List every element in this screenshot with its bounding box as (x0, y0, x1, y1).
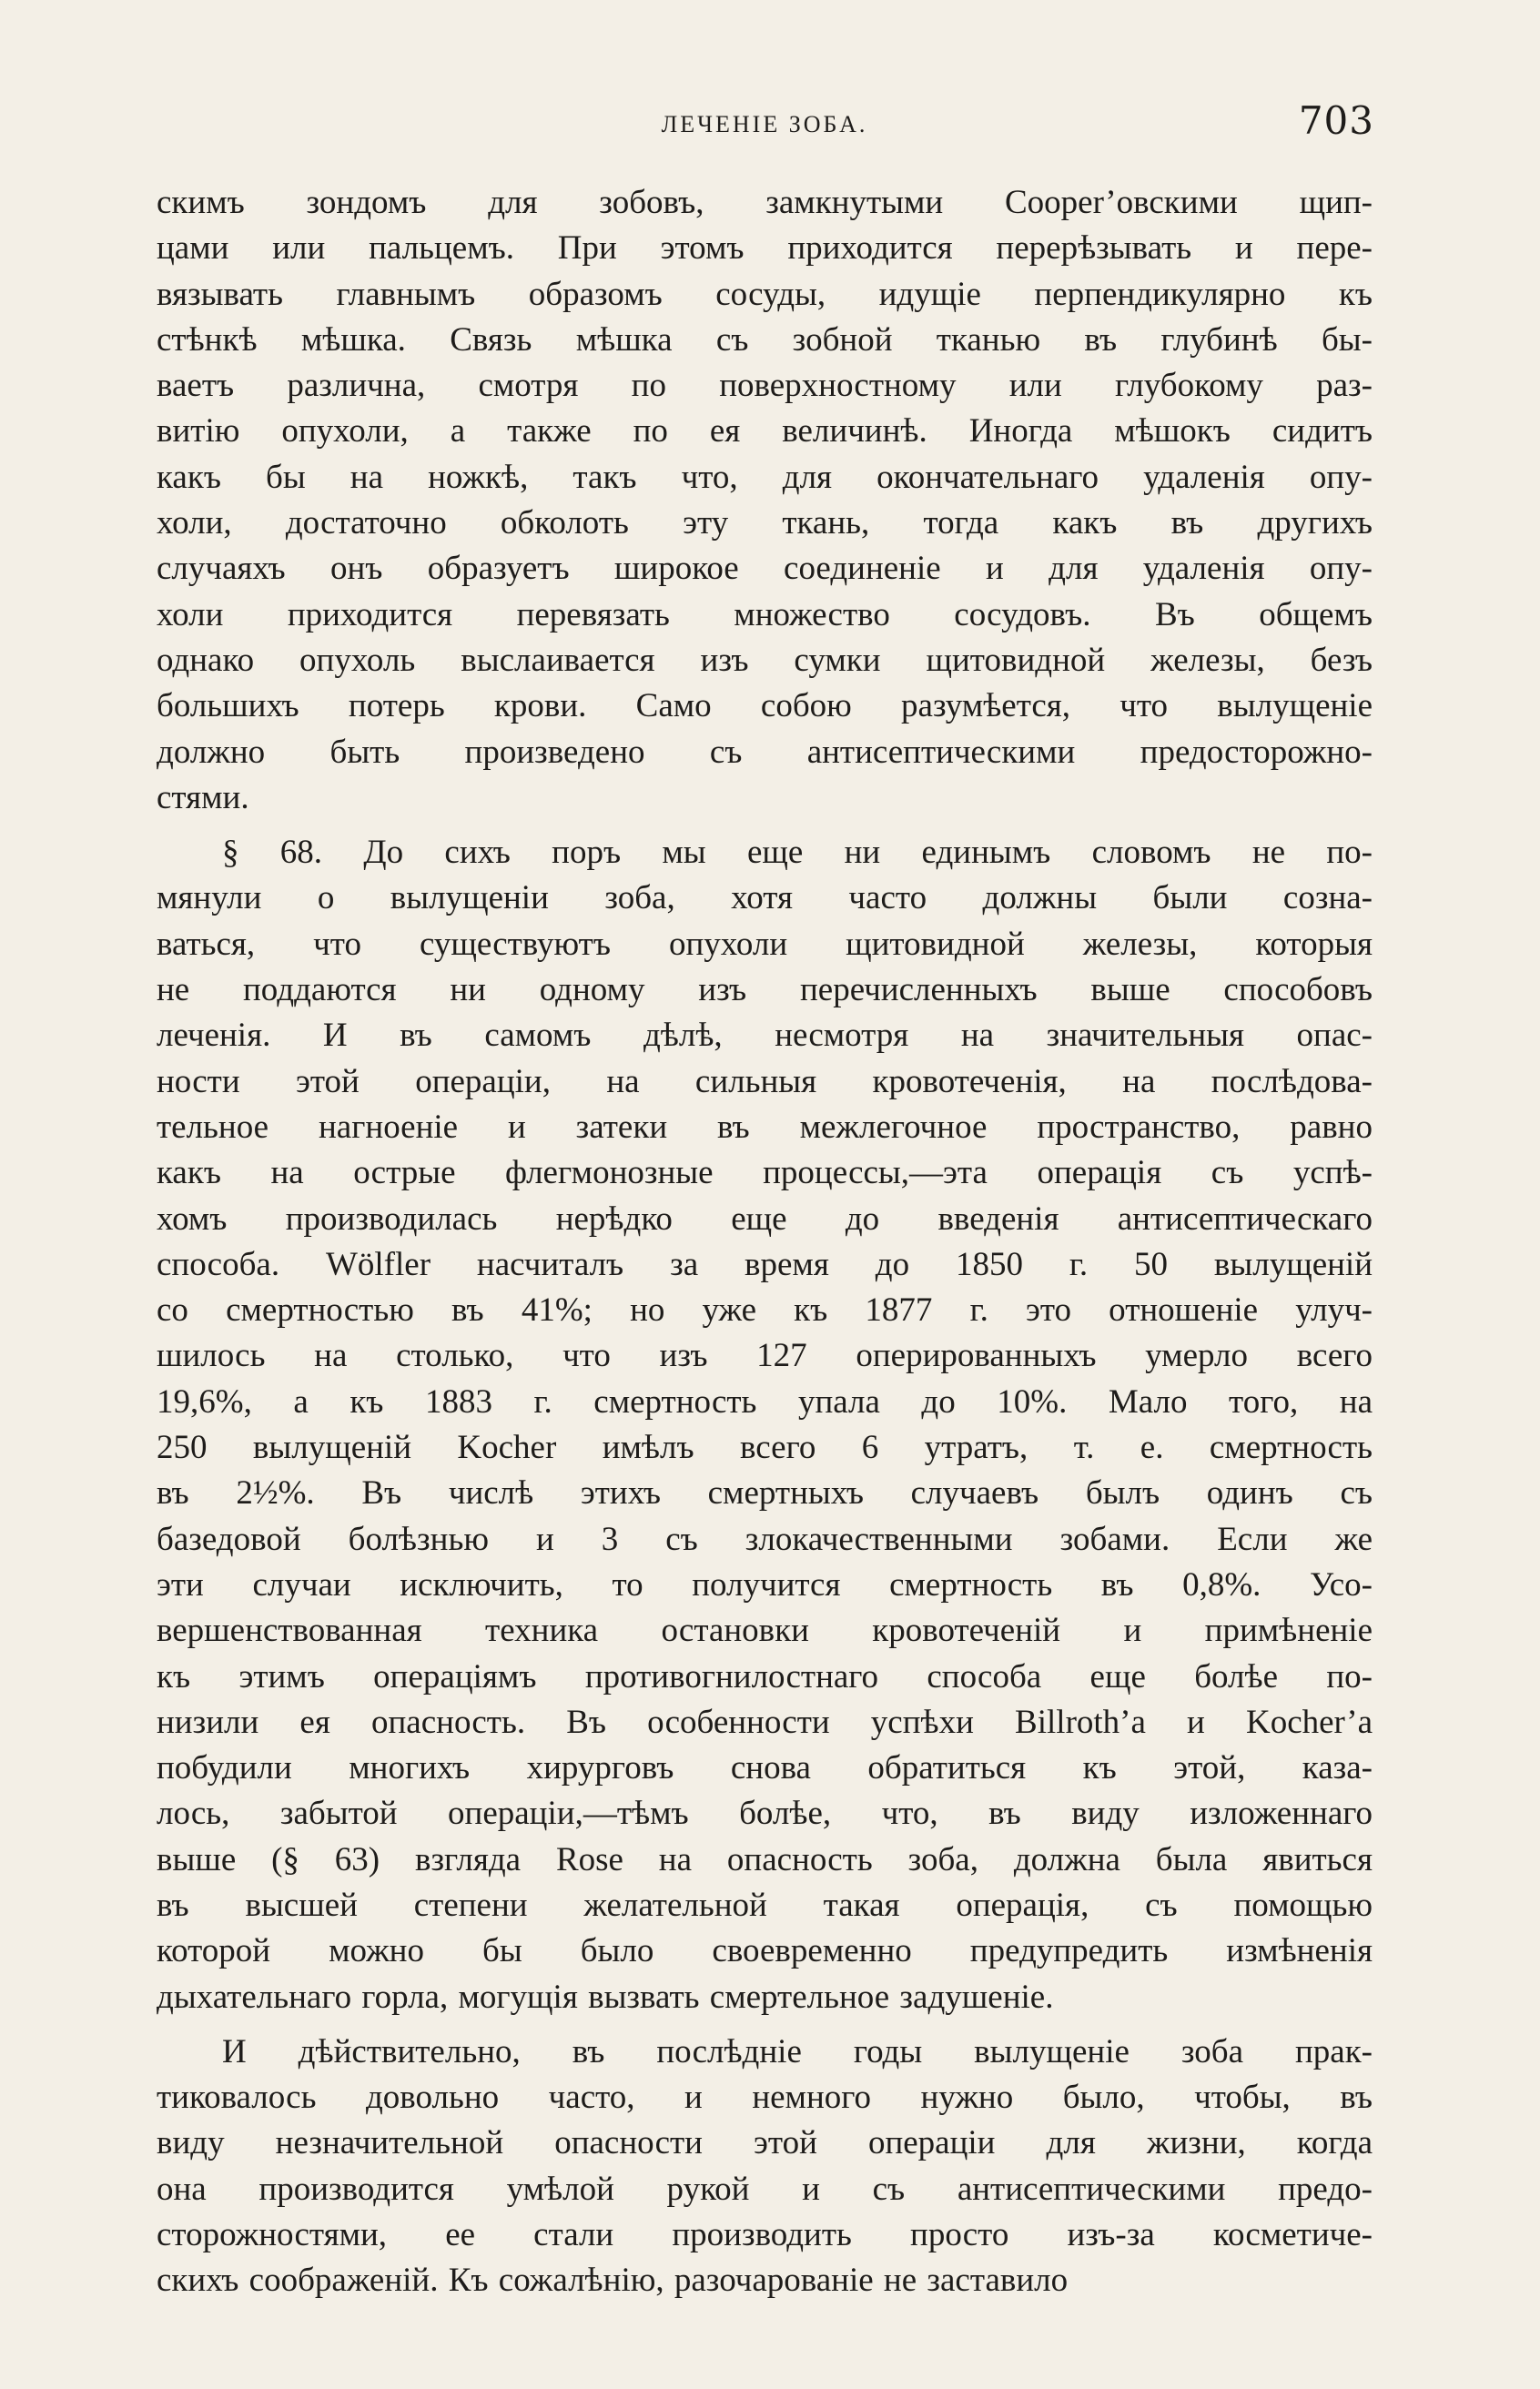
text-line: случаяхъ онъ образуетъ широкое соединеніе и для удаленія опу- (157, 550, 1373, 588)
text-line: тиковалось довольно часто, и немного нужно было, чтобы, въ (157, 2079, 1373, 2117)
text-line: холи, достаточно обколоть эту ткань, тогда какъ въ другихъ (157, 504, 1373, 542)
text-line: леченія. И въ самомъ дѣлѣ, несмотря на значительныя опас- (157, 1017, 1373, 1055)
text-line: какъ на острые флегмонозные процессы,—эта операція съ успѣ- (157, 1154, 1373, 1192)
text-line: дыхательнаго горла, могущія вызвать смертельное задушеніе. (157, 1978, 1054, 2016)
text-line: низили ея опасность. Въ особенности успѣхи Billroth’а и Kocher’а (157, 1703, 1373, 1741)
paragraph-gap (157, 2020, 1373, 2030)
text-line: ности этой операціи, на сильныя кровотеченія, на послѣдова- (157, 1062, 1373, 1100)
paragraph-gap (157, 821, 1373, 830)
text-line: вязывать главнымъ образомъ сосуды, идущіе перпендикулярно къ (157, 275, 1373, 313)
text-line: виду незначительной опасности этой операціи для жизни, когда (157, 2124, 1373, 2162)
text-line: должно быть произведено съ антисептическими предосторожно- (157, 733, 1373, 771)
paragraph (157, 180, 1373, 821)
text-line: лось, забытой операціи,—тѣмъ болѣе, что, въ виду изложеннаго (157, 1795, 1373, 1833)
text-line: базедовой болѣзнью и 3 съ злокачественными зобами. Если же (157, 1520, 1373, 1558)
text-line: въ высшей степени желательной такая операція, съ помощью (157, 1886, 1373, 1924)
text-line: § 68. До сихъ поръ мы еще ни единымъ словомъ не по- (222, 834, 1373, 872)
text-line: выше (§ 63) взгляда Rose на опасность зоба, должна была явиться (157, 1840, 1373, 1878)
paragraph (157, 2030, 1373, 2304)
text-line: какъ бы на ножкѣ, такъ что, для окончательнаго удаленія опу- (157, 458, 1373, 496)
text-line: цами или пальцемъ. При этомъ приходится перерѣзывать и пере- (157, 229, 1373, 268)
paragraph (157, 830, 1373, 2020)
text-line: сторожностями, ее стали производить просто изъ-за косметиче- (157, 2216, 1373, 2254)
text-line: мянули о вылущеніи зоба, хотя часто должны были созна- (157, 879, 1373, 917)
text-line: ваться, что существуютъ опухоли щитовидной железы, которыя (157, 925, 1373, 963)
text-line: И дѣйствительно, въ послѣдніе годы вылущеніе зоба прак- (222, 2032, 1373, 2070)
text-line: витію опухоли, а также по ея величинѣ. Иногда мѣшокъ сидитъ (157, 412, 1373, 450)
text-line: способа. Wölfler насчиталъ за время до 1850 г. 50 вылущеній (157, 1245, 1373, 1283)
text-line: 19,6%, а къ 1883 г. смертность упала до 10%. Мало того, на (157, 1382, 1373, 1421)
body-text (157, 180, 1373, 2304)
text-line: стями. (157, 778, 249, 816)
text-line: тельное нагноеніе и затеки въ межлегочное пространство, равно (157, 1108, 1373, 1146)
text-line: вершенствованная техника остановки кровотеченій и примѣненіе (157, 1612, 1373, 1650)
text-line: однако опухоль выслаивается изъ сумки щитовидной железы, безъ (157, 641, 1373, 679)
text-line: которой можно бы было своевременно предупредить измѣненія (157, 1932, 1373, 1970)
text-line: въ 2½%. Въ числѣ этихъ смертныхъ случаевъ былъ одинъ съ (157, 1474, 1373, 1513)
text-line: побудили многихъ хирурговъ снова обратиться къ этой, каза- (157, 1749, 1373, 1787)
text-line: скихъ соображеній. Къ сожалѣнію, разочарованіе не заставило (157, 2262, 1069, 2300)
text-line: ваетъ различна, смотря по поверхностному или глубокому раз- (157, 367, 1373, 405)
text-line: стѣнкѣ мѣшка. Связь мѣшка съ зобной тканью въ глубинѣ бы- (157, 320, 1373, 359)
text-line: скимъ зондомъ для зобовъ, замкнутыми Cooper’овскими щип- (157, 184, 1373, 221)
text-line: 250 вылущеній Kocher имѣлъ всего 6 утратъ, т. е. смертность (157, 1429, 1373, 1467)
page-number: 703 (1298, 98, 1374, 143)
text-line: холи приходится перевязать множество сосудовъ. Въ общемъ (157, 595, 1373, 633)
text-line: большихъ потерь крови. Само собою разумѣется, что вылущеніе (157, 687, 1373, 725)
text-line: эти случаи исключить, то получится смертность въ 0,8%. Усо- (157, 1565, 1373, 1604)
text-line: къ этимъ операціямъ противогнилостнаго способа еще болѣе по- (157, 1657, 1373, 1696)
running-head (155, 98, 1374, 153)
running-head-title: ЛЕЧЕНІЕ ЗОБА. (661, 111, 868, 137)
text-line: шилось на столько, что изъ 127 оперированныхъ умерло всего (157, 1337, 1373, 1375)
text-line: со смертностью въ 41%; но уже къ 1877 г. это отношеніе улуч- (157, 1291, 1373, 1330)
text-line: не поддаются ни одному изъ перечисленныхъ выше способовъ (157, 971, 1373, 1009)
text-line: она производится умѣлой рукой и съ антисептическими предо- (157, 2170, 1373, 2208)
text-line: хомъ производилась нерѣдко еще до введенія антисептическаго (157, 1200, 1373, 1238)
